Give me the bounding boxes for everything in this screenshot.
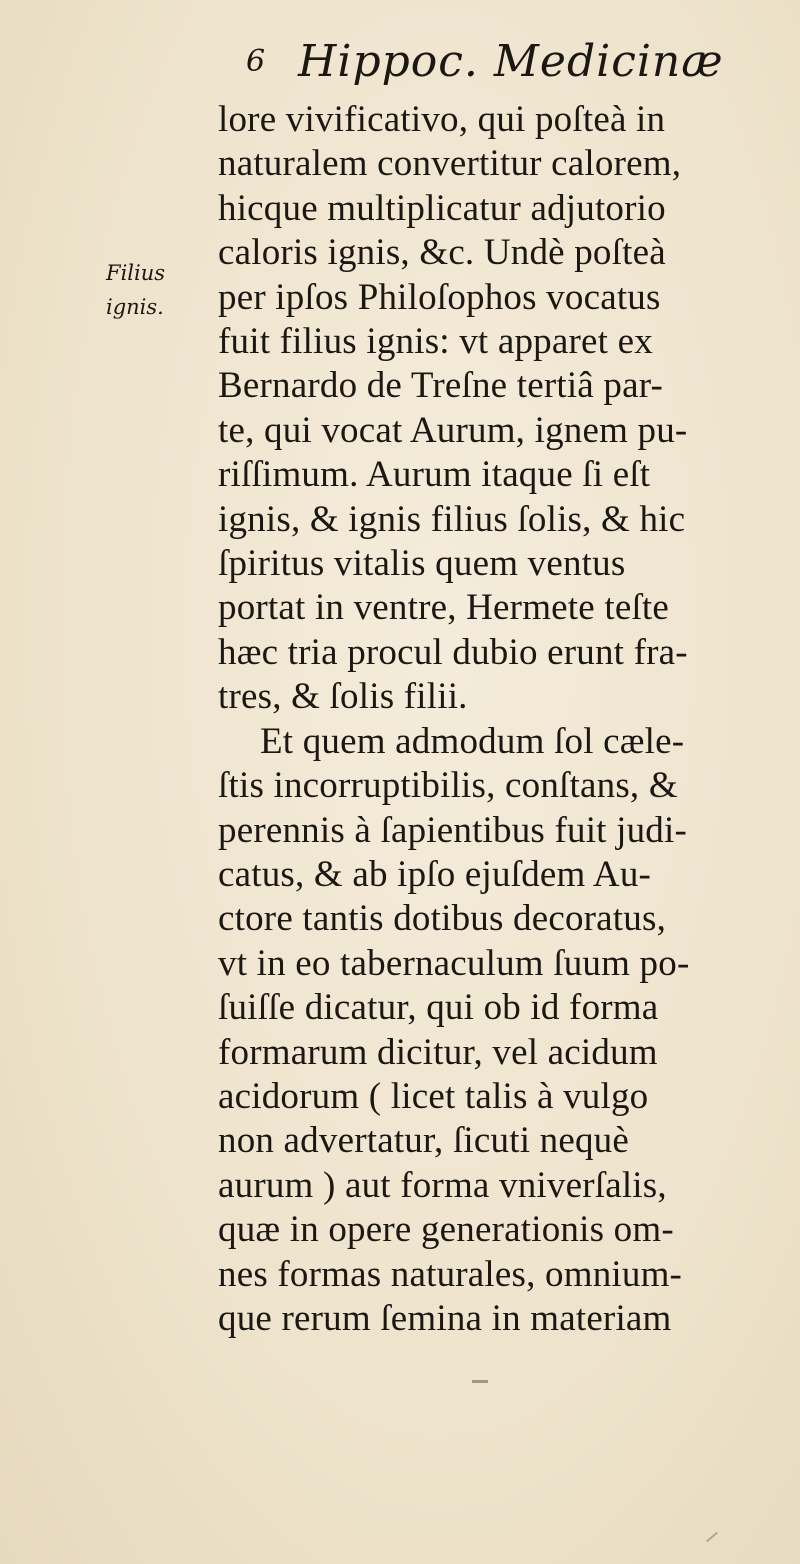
text-line: quæ in opere generationis om- — [218, 1209, 674, 1251]
text-line: riſſimum. Aurum itaque ſi eſt — [218, 454, 651, 496]
ink-mark — [472, 1380, 488, 1383]
text-line: ctore tantis dotibus decoratus, — [218, 898, 667, 940]
margin-note-line: ignis. — [106, 295, 164, 319]
text-line: te, qui vocat Aurum, ignem pu- — [218, 409, 688, 451]
text-line: ignis, & ignis filius ſolis, & hic — [218, 498, 686, 540]
text-line: ſpiritus vitalis quem ventus — [218, 543, 626, 585]
text-line: fuit filius ignis: vt apparet ex — [218, 321, 653, 363]
text-line: ſtis incorruptibilis, conſtans, & — [218, 765, 678, 807]
margin-note — [106, 256, 198, 324]
text-line: formarum dicitur, vel acidum — [218, 1031, 658, 1073]
text-line: aurum ) aut forma vniverſalis, — [218, 1164, 667, 1206]
text-line: catus, & ab ipſo ejuſdem Au- — [218, 853, 652, 895]
text-line: acidorum ( licet talis à vulgo — [218, 1075, 649, 1117]
text-line: portat in ventre, Hermete teſte — [218, 587, 670, 629]
margin-note-line: Filius — [106, 261, 166, 285]
text-line: caloris ignis, &c. Undè poſteà — [218, 232, 666, 274]
text-line: perennis à ſapientibus fuit judi- — [218, 809, 687, 851]
body-text — [218, 98, 778, 1341]
text-line: naturalem convertitur calorem, — [218, 143, 682, 185]
text-line: ſuiſſe dicatur, qui ob id forma — [218, 987, 659, 1029]
text-line: nes formas naturales, omnium- — [218, 1253, 683, 1295]
text-line: hicque multiplicatur adjutorio — [218, 187, 666, 229]
text-line: non advertatur, ſicuti nequè — [218, 1120, 629, 1162]
running-title: Hippoc. Medicinæ — [298, 36, 724, 87]
text-line: que rerum ſemina in materiam — [218, 1297, 672, 1339]
text-line: Bernardo de Treſne tertiâ par- — [218, 365, 663, 407]
text-line: per ipſos Philoſophos vocatus — [218, 276, 661, 318]
text-line: Et quem admodum ſol cæle- — [260, 720, 685, 762]
ink-mark — [706, 1532, 718, 1543]
text-line: tres, & ſolis filii. — [218, 676, 468, 718]
text-line: vt in eo tabernaculum ſuum po- — [218, 942, 690, 984]
page-number: 6 — [246, 44, 266, 79]
text-line: hæc tria procul dubio erunt fra- — [218, 631, 688, 673]
text-line: lore vivificativo, qui poſteà in — [218, 99, 666, 140]
